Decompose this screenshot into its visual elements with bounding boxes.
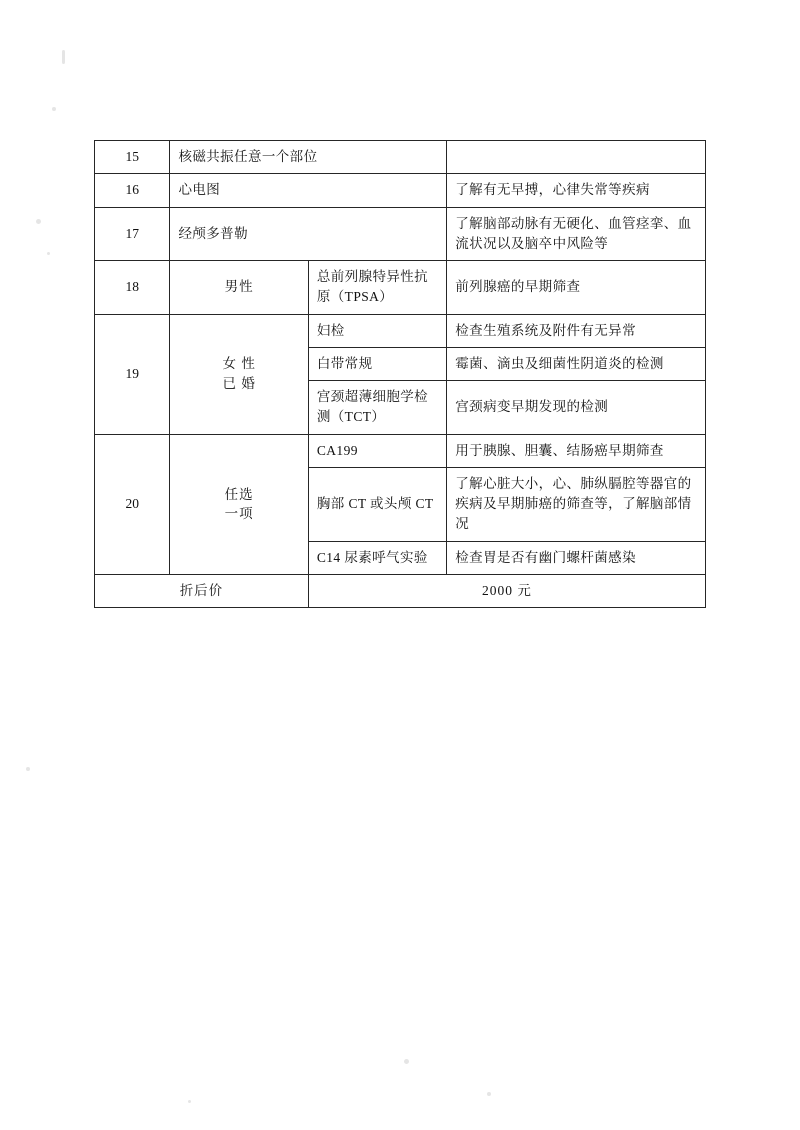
row-group-label (170, 434, 308, 574)
row-number: 17 (95, 207, 170, 261)
row-item-name: 心电图 (170, 174, 447, 207)
discount-price-value: 2000 元 (308, 574, 705, 607)
row-number: 19 (95, 314, 170, 434)
row-number: 20 (95, 434, 170, 574)
table-row-price (95, 574, 706, 607)
scan-speck (52, 107, 56, 111)
row-item-name: 核磁共振任意一个部位 (170, 141, 447, 174)
health-checkup-table (94, 140, 706, 608)
row-group-label-line2: 已 婚 (222, 376, 256, 391)
row-description: 用于胰腺、胆囊、结肠癌早期筛查 (447, 434, 706, 467)
row-item-name: 胸部 CT 或头颅 CT (308, 467, 446, 541)
row-item-name: 宫颈超薄细胞学检测（TCT） (308, 381, 446, 435)
row-group-label-line1: 任选 (224, 486, 254, 502)
scan-speck (47, 252, 50, 255)
table-row (95, 141, 706, 174)
row-description: 了解心脏大小，心、肺纵膈腔等器官的疾病及早期肺癌的筛查等，了解脑部情况 (447, 467, 706, 541)
row-item-name: CA199 (308, 434, 446, 467)
row-number: 15 (95, 141, 170, 174)
table-row (95, 261, 706, 315)
row-group-label-line2: 一项 (224, 506, 254, 522)
row-description: 前列腺癌的早期筛查 (447, 261, 706, 315)
table-row (95, 207, 706, 261)
row-group-label (170, 314, 308, 434)
row-item-name: 经颅多普勒 (170, 207, 447, 261)
scan-speck (36, 219, 41, 224)
row-group-label: 男性 (170, 261, 308, 315)
row-description: 检查胃是否有幽门螺杆菌感染 (447, 541, 706, 574)
row-item-name: 妇检 (308, 314, 446, 347)
scan-speck (188, 1100, 191, 1103)
discount-price-label: 折后价 (95, 574, 309, 607)
row-description: 了解脑部动脉有无硬化、血管痉挛、血流状况以及脑卒中风险等 (447, 207, 706, 261)
table-row (95, 314, 706, 347)
row-group-label-line1: 女 性 (222, 356, 256, 372)
row-description (447, 141, 706, 174)
row-description: 检查生殖系统及附件有无异常 (447, 314, 706, 347)
row-item-name: 白带常规 (308, 347, 446, 380)
row-number: 16 (95, 174, 170, 207)
row-item-name: 总前列腺特异性抗原（TPSA） (308, 261, 446, 315)
row-description: 了解有无早搏，心律失常等疾病 (447, 174, 706, 207)
table-row (95, 434, 706, 467)
scan-speck (62, 50, 65, 64)
scan-speck (487, 1092, 491, 1096)
row-item-name: C14 尿素呼气实验 (308, 541, 446, 574)
scan-speck (26, 767, 30, 771)
row-description: 霉菌、滴虫及细菌性阴道炎的检测 (447, 347, 706, 380)
table-row (95, 174, 706, 207)
scan-speck (404, 1059, 409, 1064)
row-number: 18 (95, 261, 170, 315)
row-description: 宫颈病变早期发现的检测 (447, 381, 706, 435)
